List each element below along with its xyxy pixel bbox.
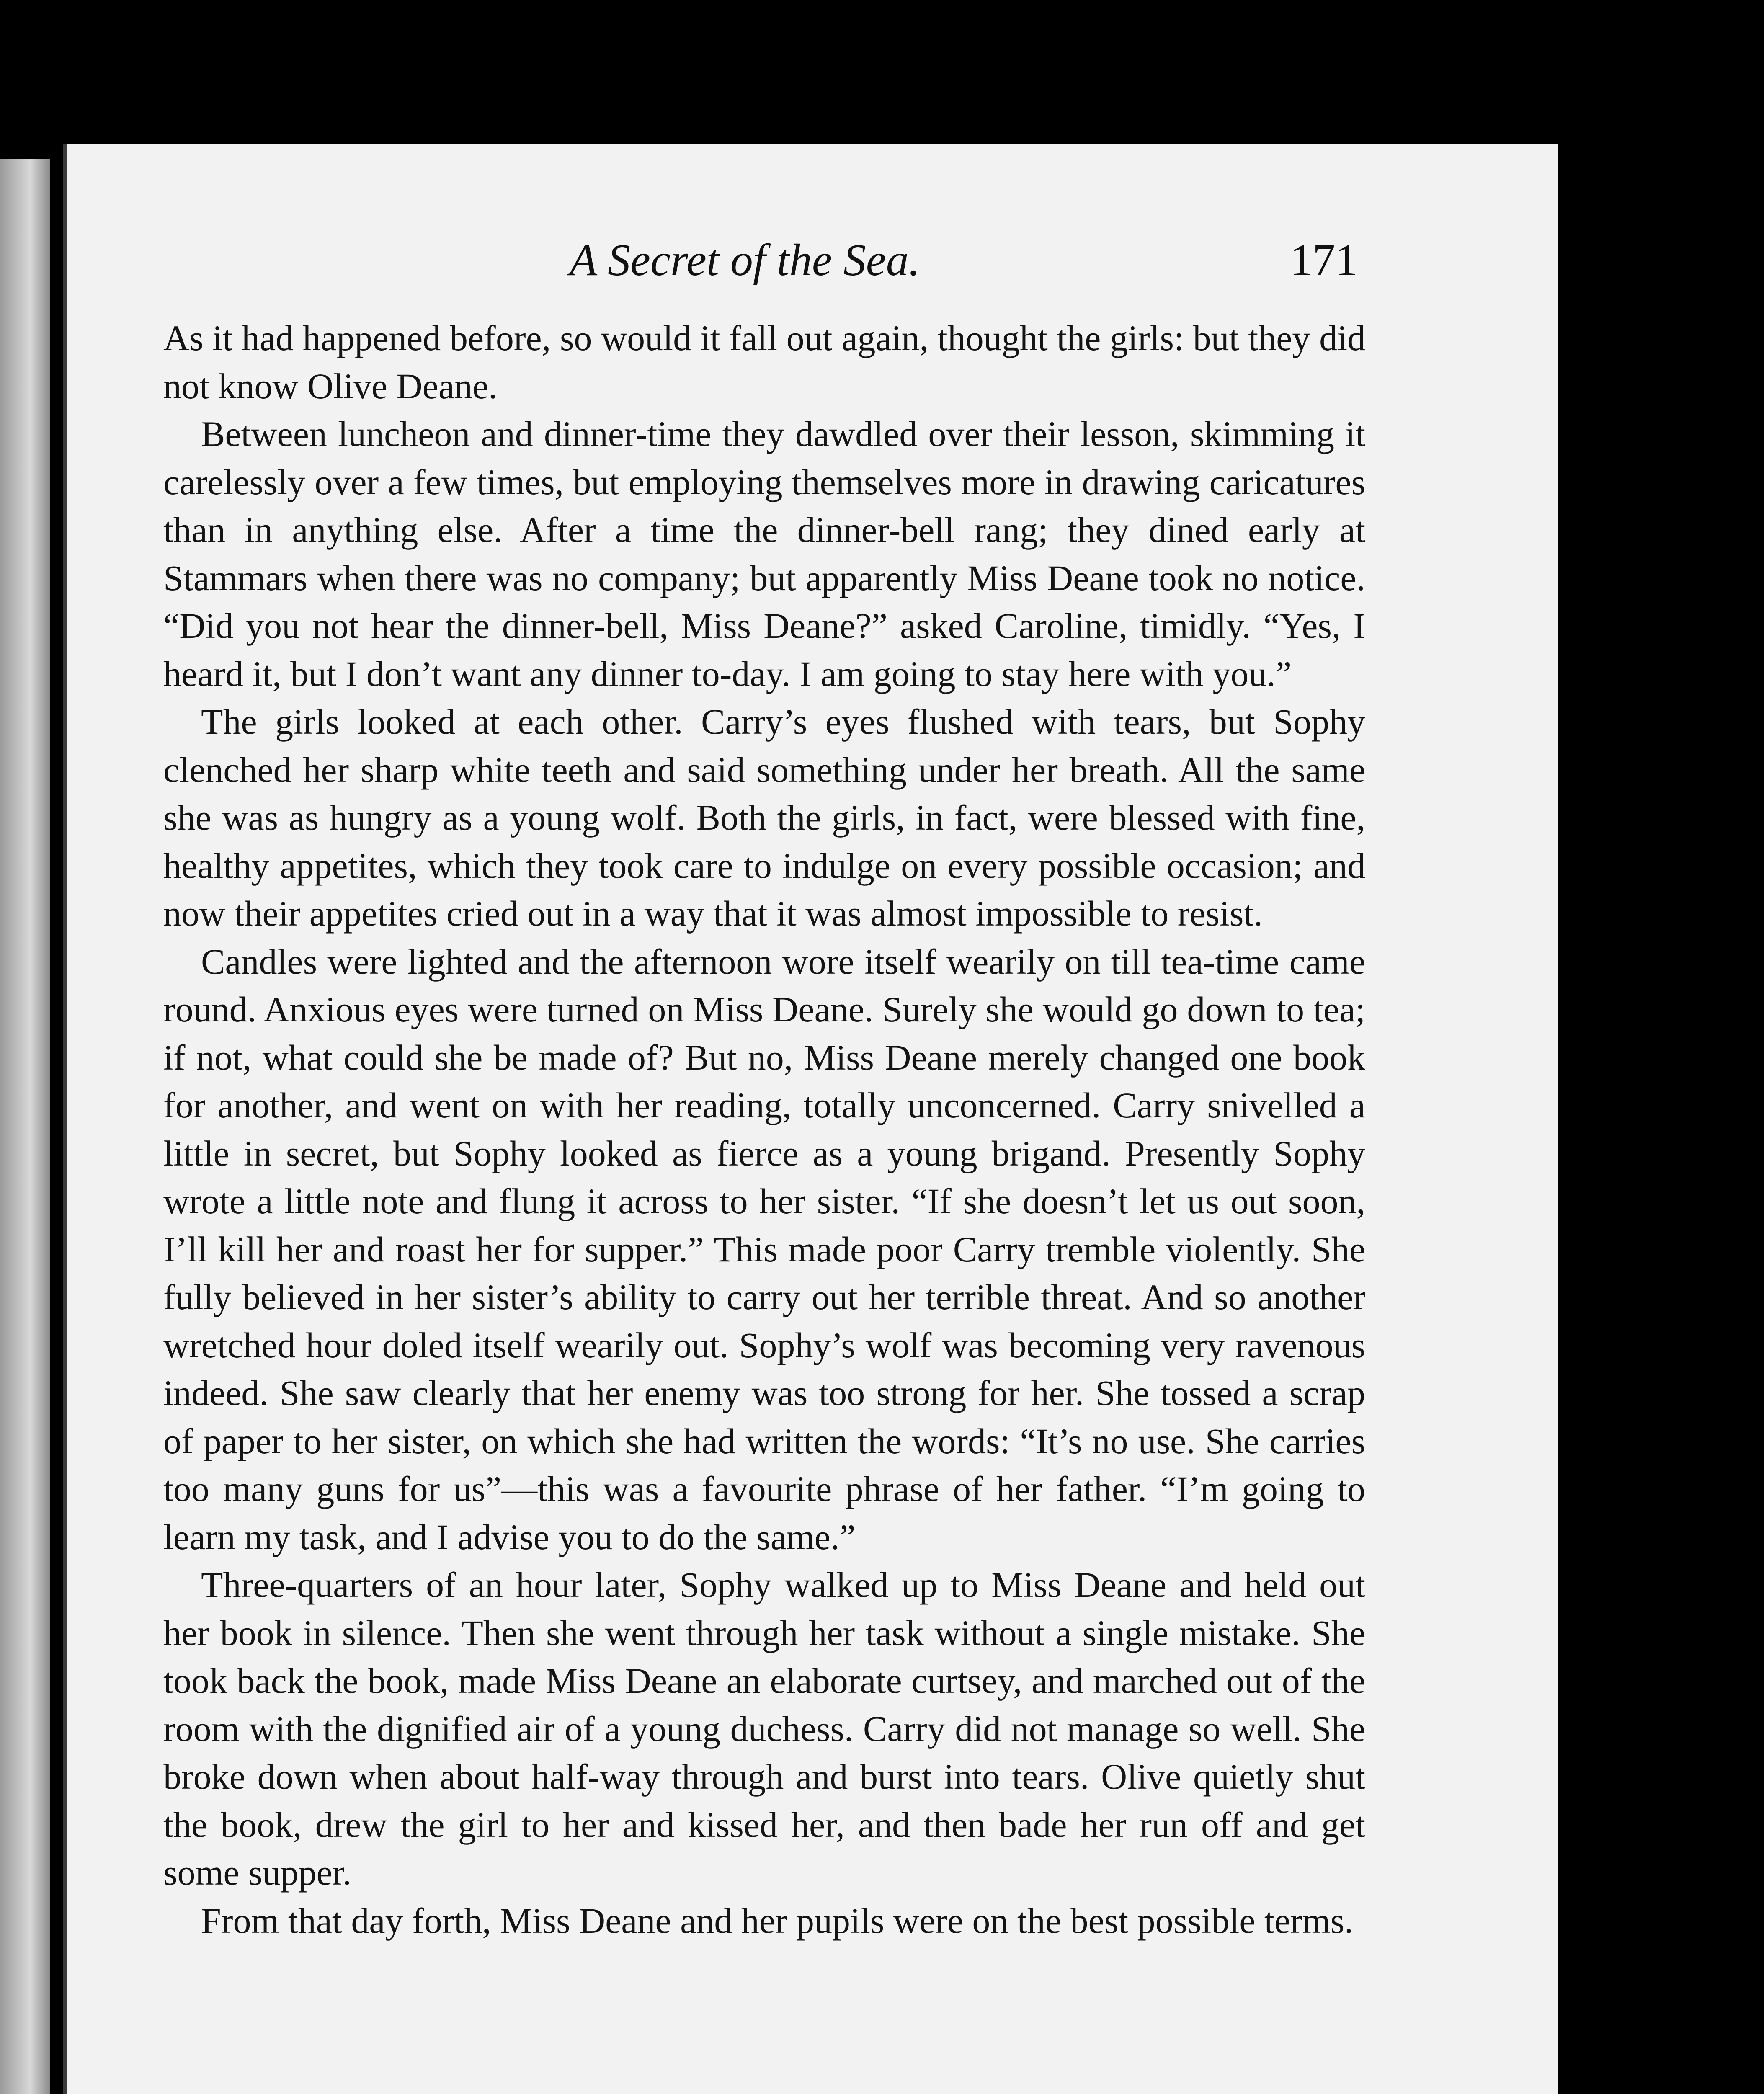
page-header — [67, 235, 1558, 302]
paragraph-6: From that day forth, Miss Deane and her pupils were on the best possible terms. — [201, 1900, 1354, 1941]
paragraph-3: The girls looked at each other. Carry’s eyes flushed with tears, but Sophy clenched her sharp white teeth and said something under her breath. All the same she was as hungry as a young wolf. Both the girls, in fact, were blessed with fine, healthy appetites, which they took care to indulge on every possible occasion; and now their appetites cried out in a way that it was almost impossible to resist. — [163, 701, 1365, 934]
paragraph-2: Between luncheon and dinner-time they dawdled over their lesson, skimming it carelessly over a few times, but employing themselves more in drawing caricatures than in anything else. After a time the dinner-bell rang; they dined early at Stammars when there was no company; but apparently Miss Deane took no notice. “Did you not hear the dinner-bell, Miss Deane?” asked Caroline, timidly. “Yes, I heard it, but I don’t want any dinner to-day. I am going to stay here with you.” — [163, 414, 1365, 694]
paragraph-5: Three-quarters of an hour later, Sophy walked up to Miss Deane and held out her book in silence. Then she went through her task without a single mistake. She took back the book, made Miss Deane an elaborate curtsey, and marched out of the room with the dignified air of a young duchess. Carry did not manage so well. She broke down when about half-way through and burst into tears. Olive quietly shut the book, drew the girl to her and kissed her, and then bade her run off and get some supper. — [163, 1565, 1365, 1893]
paragraph-1: As it had happened before, so would it fall out again, thought the girls: but they did not know Olive Deane. — [163, 318, 1365, 406]
facing-page-edge — [0, 159, 50, 2094]
running-title: A Secret of the Sea. — [570, 235, 920, 285]
book-page — [63, 144, 1558, 2094]
page-number: 171 — [1290, 235, 1358, 285]
body-text — [163, 314, 1365, 1944]
paragraph-4: Candles were lighted and the afternoon wore itself wearily on till tea-time came round. Anxious eyes were turned on Miss Deane. Surely she would go down to tea; if not, what could she be made of? But no, Miss Deane merely changed one book for another, and went on with her reading, totally unconcerned. Carry snivelled a little in secret, but Sophy looked as fierce as a young brigand. Presently Sophy wrote a little note and flung it across to her sister. “If she doesn’t let us out soon, I’ll kill her and roast her for supper.” This made poor Carry tremble violently. She fully believed in her sister’s ability to carry out her terrible threat. And so another wretched hour doled itself wearily out. Sophy’s wolf was becoming very ravenous indeed. She saw clearly that her enemy was too strong for her. She tossed a scrap of paper to her sister, on which she had written the words: “It’s no use. She carries too many guns for us”—this was a favourite phrase of her father. “I’m going to learn my task, and I advise you to do the same.” — [163, 941, 1365, 1557]
